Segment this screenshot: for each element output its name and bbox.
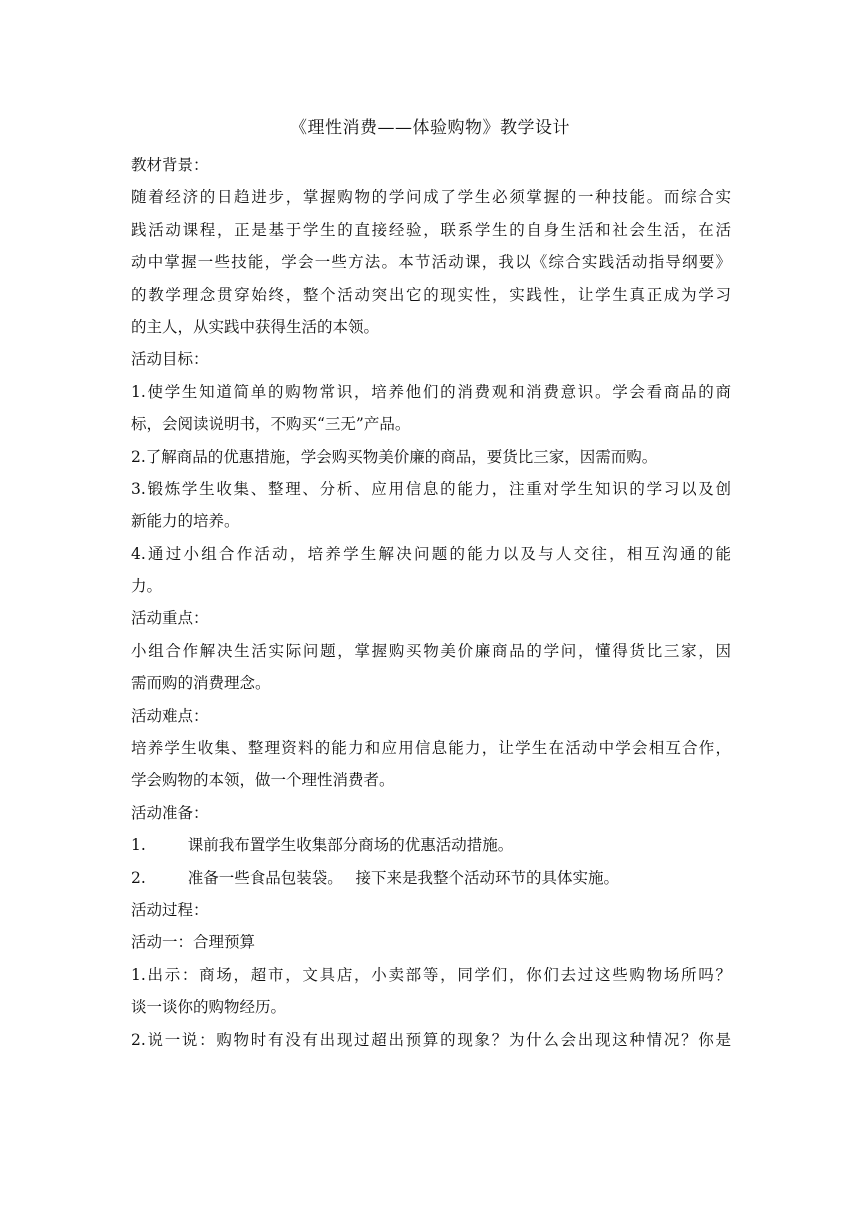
text-line: 需而购的消费理念。 [131,674,271,693]
text-line: 活动准备： [131,803,209,822]
text-line: 的教学理念贯穿始终，整个活动突出它的现实性，实践性，让学生真正成为学习 [131,285,731,304]
text-line: 4.通过小组合作活动，培养学生解决问题的能力以及与人交往，相互沟通的能 [131,544,731,563]
text-line: 学会购物的本领，做一个理性消费者。 [131,771,395,790]
text-line: 谈一谈你的购物经历。 [131,998,287,1017]
text-line: 活动一：合理预算 [131,933,256,952]
list-item-text: 准备一些食品包装袋。 接下来是我整个活动环节的具体实施。 [187,868,619,887]
text-line: 的主人，从实践中获得生活的本领。 [131,317,380,336]
text-line: 随着经济的日趋进步，掌握购物的学问成了学生必须掌握的一种技能。而综合实 [131,188,731,207]
text-line: 教材背景： [131,156,209,174]
text-line: 活动难点： [131,706,209,725]
text-line: 践活动课程，正是基于学生的直接经验，联系学生的自身生活和社会生活，在活 [131,220,731,239]
document-body [131,149,731,1056]
text-line: 新能力的培养。 [131,512,240,531]
list-item [131,829,731,861]
text-line: 1.出示：商场，超市，文具店，小卖部等，同学们，你们去过这些购物场所吗？ [131,965,731,984]
text-line: 动中掌握一些技能，学会一些方法。本节活动课，我以《综合实践活动指导纲要》 [131,253,731,272]
process-lines [131,894,731,1056]
text-line: 标，会阅读说明书，不购买“三无”产品。 [131,415,411,434]
list-item-number: 1. [131,836,146,855]
text-line: 3.锻炼学生收集、整理、分析、应用信息的能力，注重对学生知识的学习以及创 [131,479,731,498]
list-item [131,862,731,894]
list-item-number: 2. [131,868,146,887]
text-line: 活动目标： [131,350,209,369]
text-line: 培养学生收集、整理资料的能力和应用信息能力，让学生在活动中学会相互合作， [131,739,731,758]
document-title: 《理性消费——体验购物》教学设计 [290,118,570,138]
text-line: 力。 [131,577,163,596]
text-line: 1.使学生知道简单的购物常识，培养他们的消费观和消费意识。学会看商品的商 [131,382,731,401]
text-line: 2.了解商品的优惠措施，学会购买物美价廉的商品，要货比三家，因需而购。 [131,447,658,466]
text-line: 活动过程： [131,900,209,919]
text-line: 2.说一说：购物时有没有出现过超出预算的现象？为什么会出现这种情况？你是 [131,1030,731,1049]
text-line: 小组合作解决生活实际问题，掌握购买物美价廉商品的学问，懂得货比三家，因 [131,641,731,660]
body-lines [131,149,731,829]
text-line: 活动重点： [131,609,209,628]
list-item-text: 课前我布置学生收集部分商场的优惠活动措施。 [187,836,514,855]
preparation-list [131,829,731,894]
